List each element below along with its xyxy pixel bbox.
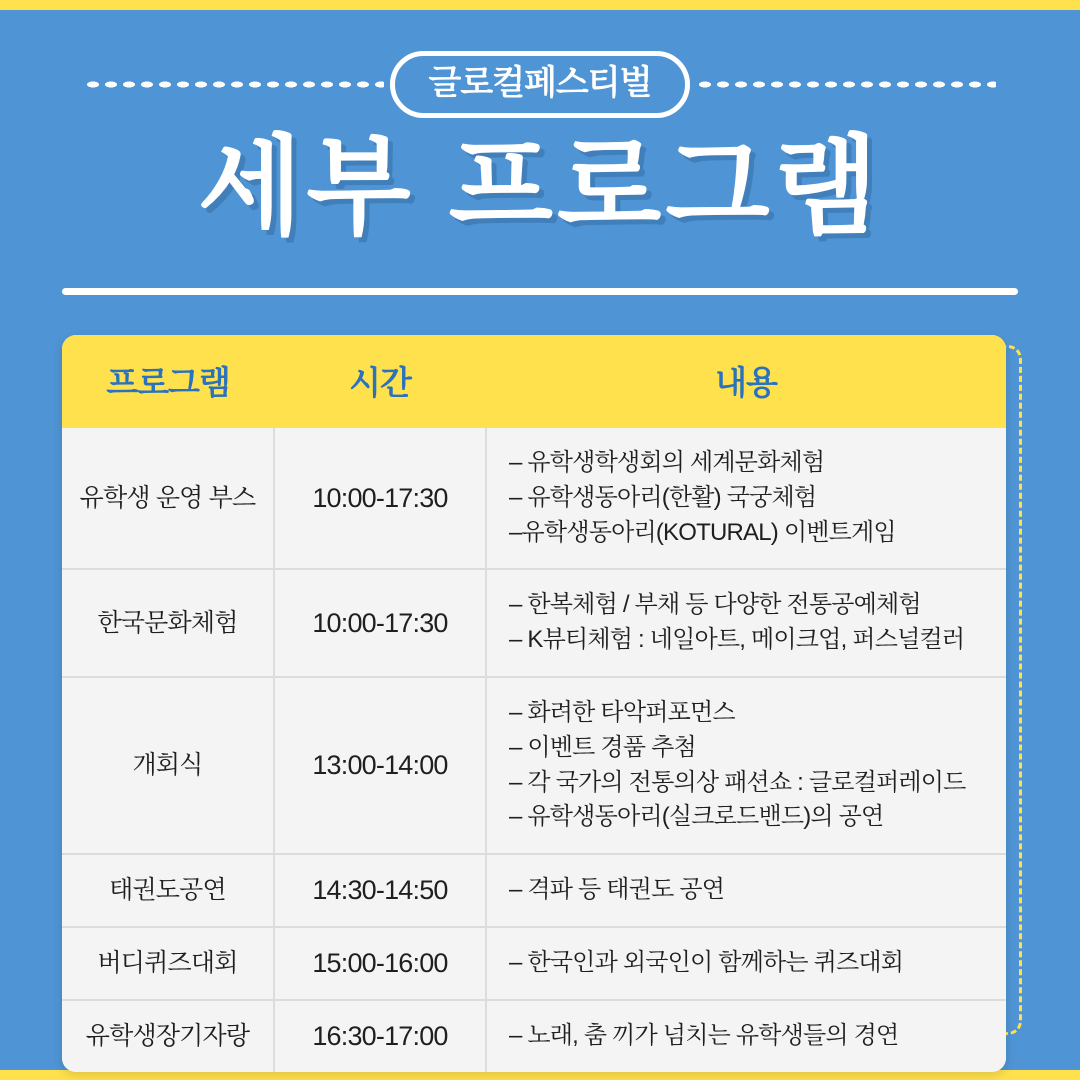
festival-badge: 글로컬페스티벌	[390, 51, 691, 118]
table-row	[62, 927, 1006, 1000]
detail-line: – 한국인과 외국인이 함께하는 퀴즈대회	[509, 948, 904, 976]
page-title: 세부 프로그램	[198, 126, 882, 247]
program-table	[62, 335, 1006, 1072]
column-header-time: 시간	[274, 335, 486, 428]
detail-line: – K뷰티체험 : 네일아트, 메이크업, 퍼스널컬러	[509, 626, 965, 654]
detail-line: – 격파 등 태권도 공연	[509, 876, 725, 904]
cell-time: 10:00-17:30	[274, 428, 486, 569]
program-table-card	[62, 335, 1006, 1072]
detail-line: – 한복체험 / 부채 등 다양한 전통공예체험	[509, 591, 921, 619]
cell-details	[486, 1000, 1006, 1072]
table-body	[62, 428, 1006, 1072]
column-header-program: 프로그램	[62, 335, 274, 428]
cell-details	[486, 677, 1006, 854]
table-row	[62, 569, 1006, 677]
cell-program: 유학생 운영 부스	[62, 428, 274, 569]
table-row	[62, 854, 1006, 927]
cell-program: 태권도공연	[62, 854, 274, 927]
cell-time: 10:00-17:30	[274, 569, 486, 677]
top-accent-stripe	[0, 0, 1080, 10]
table-row	[62, 1000, 1006, 1072]
cell-time: 13:00-14:00	[274, 677, 486, 854]
cell-time: 14:30-14:50	[274, 854, 486, 927]
detail-line: – 유학생동아리(한활) 국궁체험	[509, 483, 817, 511]
cell-program: 유학생장기자랑	[62, 1000, 274, 1072]
cell-program: 개회식	[62, 677, 274, 854]
table-row	[62, 428, 1006, 569]
badge-row	[0, 52, 1080, 116]
detail-line: – 화려한 타악퍼포먼스	[509, 698, 735, 726]
cell-time: 15:00-16:00	[274, 927, 486, 1000]
title-divider	[62, 288, 1018, 295]
cell-program: 한국문화체험	[62, 569, 274, 677]
cell-time: 16:30-17:00	[274, 1000, 486, 1072]
cell-program: 버디퀴즈대회	[62, 927, 274, 1000]
detail-line: –유학생동아리(KOTURAL) 이벤트게임	[509, 518, 896, 546]
detail-line: – 이벤트 경품 추첨	[509, 733, 696, 761]
detail-line: – 노래, 춤 끼가 넘치는 유학생들의 경연	[509, 1021, 899, 1049]
table-row	[62, 677, 1006, 854]
cell-details	[486, 428, 1006, 569]
cell-details	[486, 569, 1006, 677]
detail-line: – 유학생학생회의 세계문화체험	[509, 449, 825, 476]
column-header-details: 내용	[486, 335, 1006, 428]
table-header	[62, 335, 1006, 428]
detail-line: – 유학생동아리(실크로드밴드)의 공연	[509, 803, 884, 831]
cell-details	[486, 927, 1006, 1000]
cell-details	[486, 854, 1006, 927]
dotted-line-right	[696, 80, 996, 89]
detail-line: – 각 국가의 전통의상 패션쇼 : 글로컬퍼레이드	[509, 768, 966, 796]
table-header-row	[62, 335, 1006, 428]
dotted-line-left	[84, 80, 384, 89]
